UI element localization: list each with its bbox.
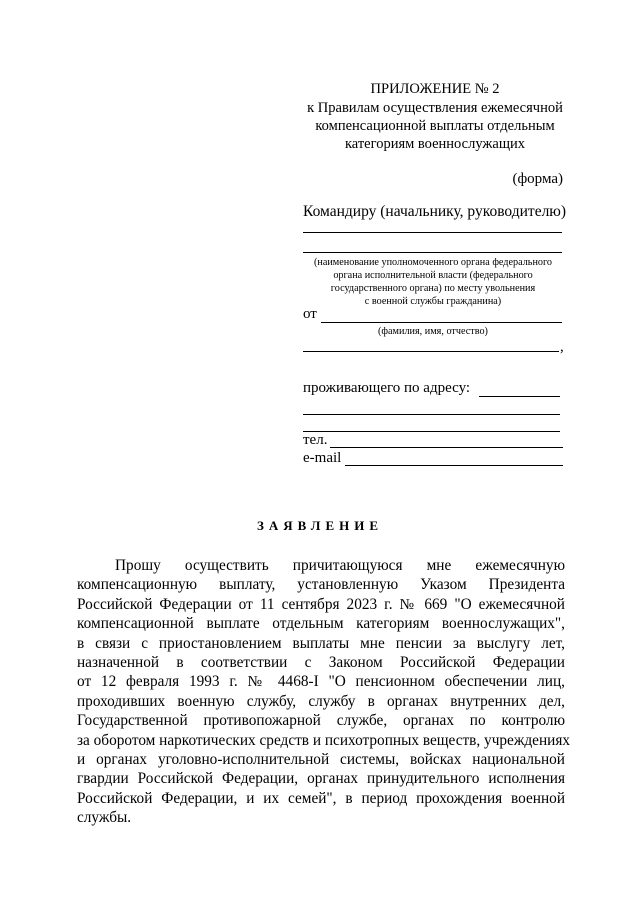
body-line: проходивших военную службу, службу в органах внутренних дел, bbox=[77, 692, 565, 710]
authority-caption-line: государственного органа) по месту увольнения bbox=[330, 283, 536, 294]
body-line: Российской Федерации, и их семей", в период прохождения военной bbox=[77, 789, 565, 807]
email-label: e-mail bbox=[303, 450, 342, 466]
authority-caption-line: органа исполнительной власти (федерального bbox=[333, 270, 533, 281]
fio-caption: (фамилия, имя, отчество) bbox=[378, 326, 488, 337]
body-line: Государственной противопожарной службе, органах по контролю bbox=[77, 712, 565, 730]
appendix-line-rules: к Правилам осуществления ежемесячной bbox=[307, 100, 563, 116]
authority-caption bbox=[302, 256, 564, 308]
appendix-line-payment: компенсационной выплаты отдельным bbox=[315, 118, 555, 134]
appendix-number: ПРИЛОЖЕНИЕ № 2 bbox=[370, 81, 500, 97]
body-line: гвардии Российской Федерации, органах принудительного исполнения bbox=[77, 770, 565, 788]
address-line-3[interactable] bbox=[303, 431, 560, 432]
statement-body bbox=[77, 556, 571, 827]
body-line: службы. bbox=[77, 809, 132, 827]
from-label: от bbox=[303, 306, 317, 322]
form-label: (форма) bbox=[512, 171, 563, 187]
body-line: за оборотом наркотических средств и психотропных веществ, учреждениях bbox=[77, 731, 571, 749]
body-line: компенсационную выплату, установленную Указом Президента bbox=[77, 576, 565, 594]
phone-label: тел. bbox=[303, 432, 328, 448]
addressee-to: Командиру (начальнику, руководителю) bbox=[303, 203, 567, 220]
authority-caption-line: (наименование уполномоченного органа федерального bbox=[313, 257, 553, 268]
body-line: и органах уголовно-исполнительной системы, войсках национальной bbox=[77, 750, 565, 768]
from-name-line-2[interactable] bbox=[303, 351, 559, 352]
appendix-line-category: категориям военнослужащих bbox=[344, 136, 526, 152]
address-line-1[interactable] bbox=[479, 396, 560, 397]
email-line[interactable] bbox=[345, 465, 563, 466]
body-line: компенсационной выплате отдельным категориям военнослужащих", bbox=[77, 615, 565, 633]
addressee-line-1[interactable] bbox=[303, 232, 562, 233]
from-name-line[interactable] bbox=[321, 322, 562, 323]
body-line: Прошу осуществить причитающуюся мне ежемесячную bbox=[115, 557, 565, 574]
body-line: в связи с приостановлением выплаты мне пенсии за выслугу лет, bbox=[77, 634, 565, 652]
authority-caption-line: с военной службы гражданина) bbox=[364, 296, 502, 307]
body-line: Российской Федерации от 11 сентября 2023 г. № 669 "О ежемесячной bbox=[77, 595, 565, 613]
comma: , bbox=[560, 339, 564, 355]
address-label: проживающего по адресу: bbox=[303, 380, 471, 396]
body-line: назначенной в соответствии с Законом Российской Федерации bbox=[77, 653, 565, 671]
document-title: ЗАЯВЛЕНИЕ bbox=[256, 518, 384, 533]
body-line: от 12 февраля 1993 г. № 4468-I "О пенсионном обеспечении лиц, bbox=[77, 673, 565, 691]
addressee-line-2[interactable] bbox=[303, 252, 562, 253]
phone-line[interactable] bbox=[330, 447, 563, 448]
address-line-2[interactable] bbox=[303, 414, 560, 415]
